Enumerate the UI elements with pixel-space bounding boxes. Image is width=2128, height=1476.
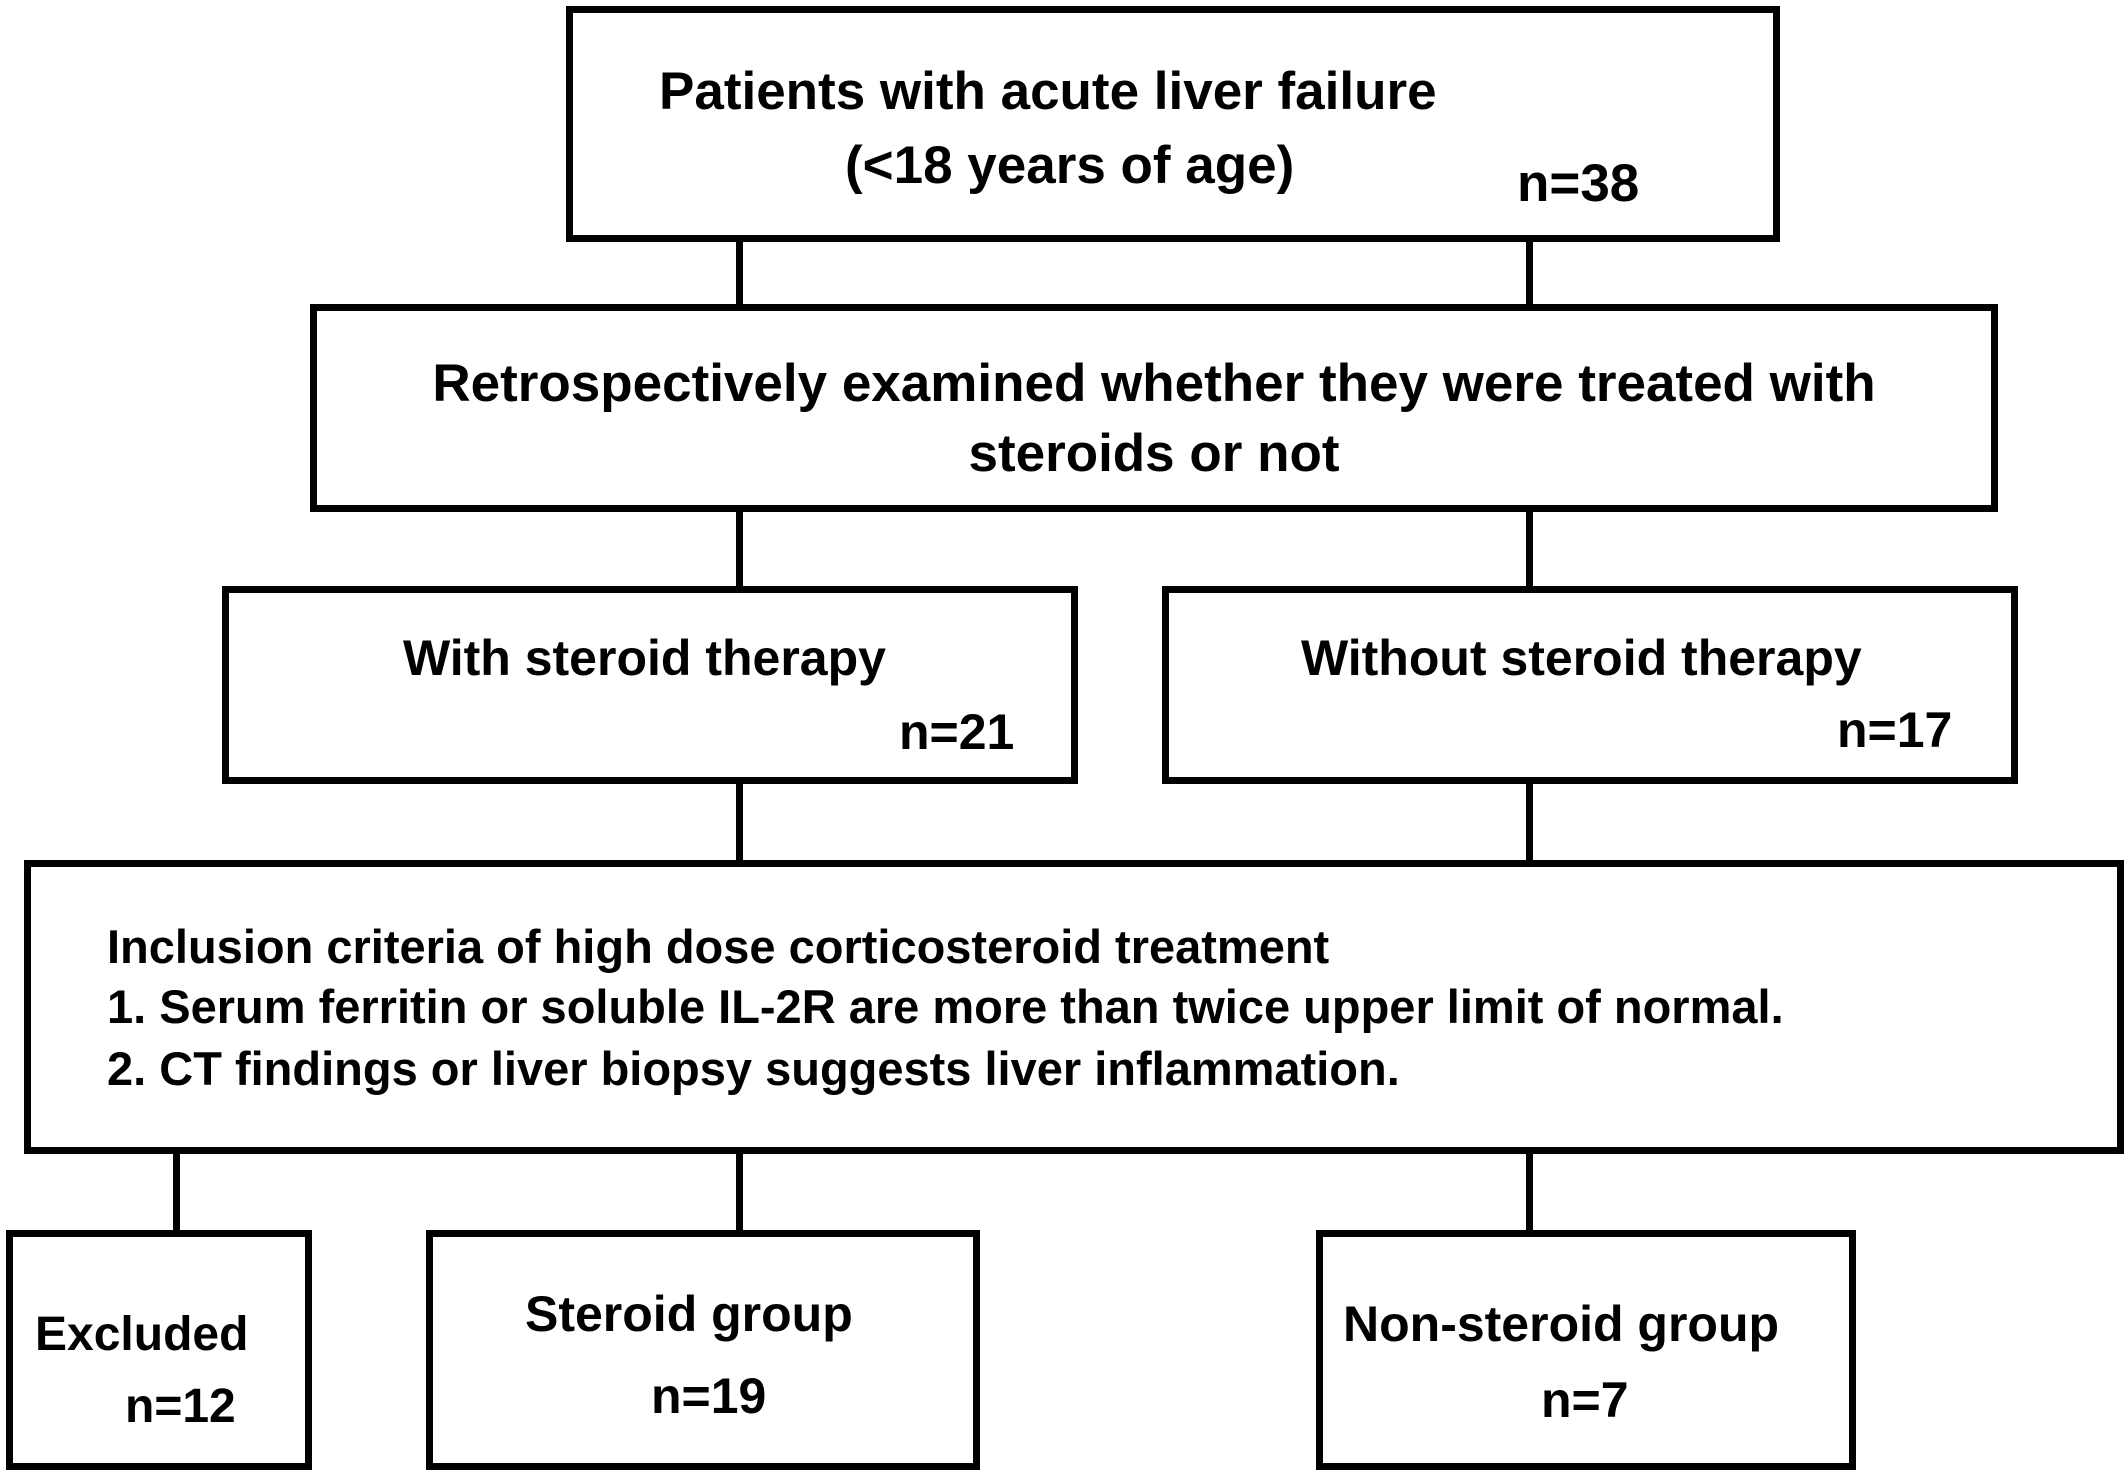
with-steroid-box: [222, 586, 1078, 784]
patients-title: Patients with acute liver failure: [659, 62, 1437, 121]
criteria-box: [24, 860, 2124, 1154]
connector-criteria-non-steroid-group: [1526, 1150, 1533, 1234]
without-steroid-box: [1162, 586, 2018, 784]
connector-with-steroid-criteria: [736, 780, 743, 864]
without-steroid-label: Without steroid therapy: [1301, 630, 1862, 686]
excluded-box: [6, 1230, 312, 1470]
non-steroid-group-label: Non-steroid group: [1343, 1296, 1780, 1352]
connector-criteria-steroid-group: [736, 1150, 743, 1234]
patients-box: [566, 6, 1780, 242]
non-steroid-group-box: [1316, 1230, 1856, 1470]
connector-without-steroid-criteria: [1526, 780, 1533, 864]
patients-count: n=38: [1517, 154, 1640, 213]
examined-line1: Retrospectively examined whether they were treated with: [432, 354, 1876, 413]
steroid-group-label: Steroid group: [525, 1286, 853, 1342]
excluded-count: n=12: [125, 1380, 236, 1433]
connector-criteria-excluded: [173, 1150, 180, 1234]
criteria-item-2: 2. CT findings or liver biopsy suggests liver inflammation.: [107, 1042, 1400, 1095]
patients-age-criteria: (<18 years of age): [845, 136, 1295, 195]
without-steroid-count: n=17: [1837, 702, 1953, 758]
criteria-item-1: 1. Serum ferritin or soluble IL-2R are more than twice upper limit of normal.: [107, 980, 1784, 1033]
with-steroid-label: With steroid therapy: [403, 630, 886, 686]
connector-examined-without-steroid: [1526, 508, 1533, 590]
connector-patients-examined-right: [1526, 236, 1533, 308]
examined-line2: steroids or not: [968, 424, 1340, 483]
with-steroid-count: n=21: [899, 704, 1015, 760]
non-steroid-group-count: n=7: [1541, 1372, 1629, 1428]
steroid-group-box: [426, 1230, 980, 1470]
connector-patients-examined-left: [736, 236, 743, 308]
connector-examined-with-steroid: [736, 508, 743, 590]
steroid-group-count: n=19: [651, 1368, 767, 1424]
criteria-title: Inclusion criteria of high dose corticosteroid treatment: [107, 920, 1330, 973]
examined-box: [310, 304, 1998, 512]
excluded-label: Excluded: [35, 1308, 249, 1361]
